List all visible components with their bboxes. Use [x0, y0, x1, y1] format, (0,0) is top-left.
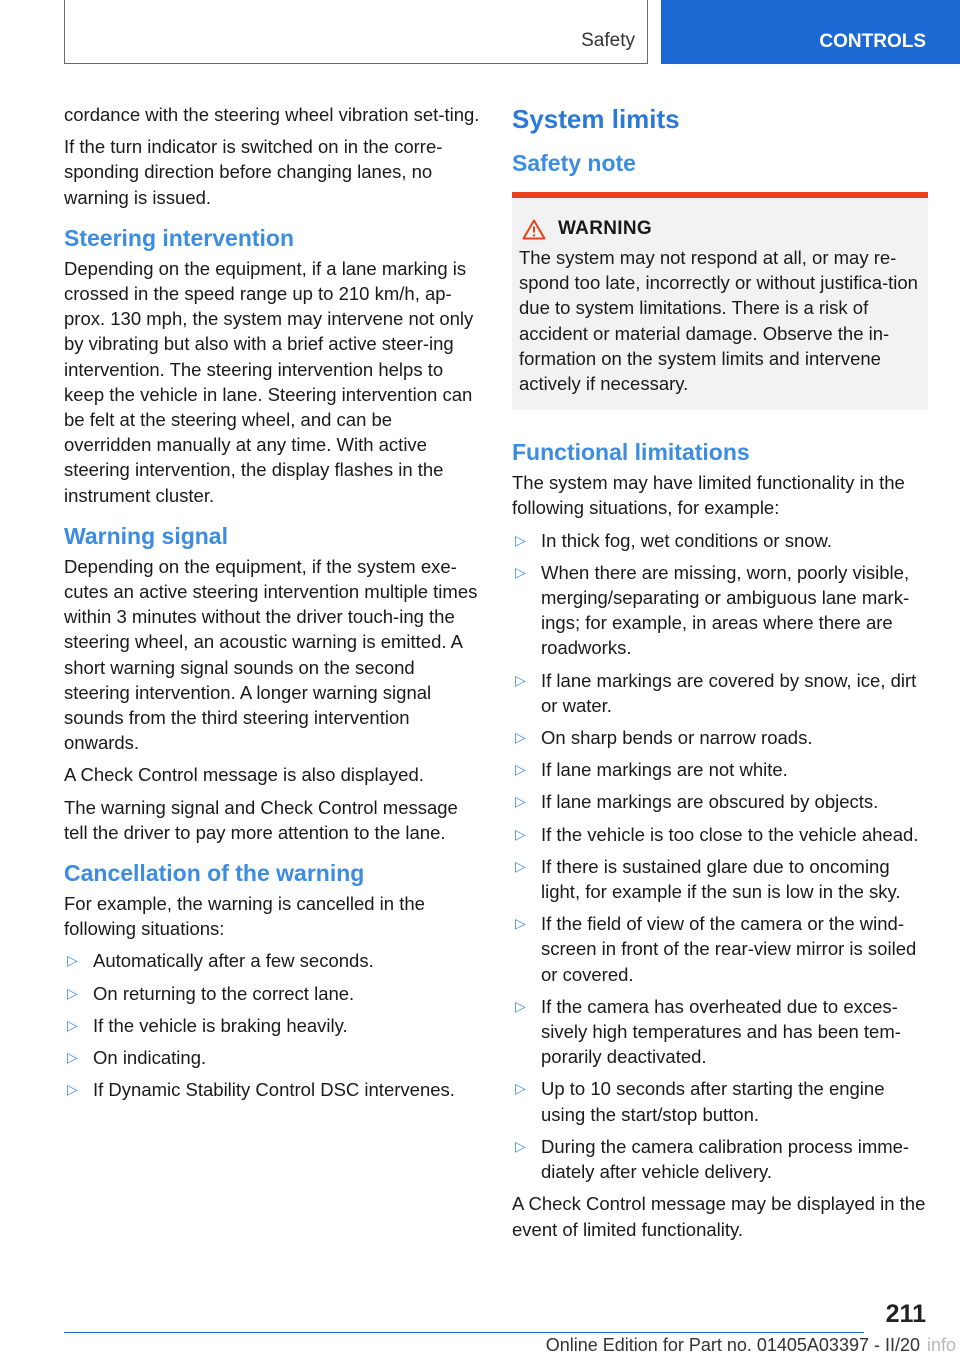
list-item: ▷ If there is sustained glare due to oncoming light, for example if the sun is low in the sky.	[515, 855, 901, 903]
triangle-bullet-icon: ▷	[515, 1137, 526, 1154]
list-item: ▷ If lane markings are covered by snow, ice, dirt or water.	[515, 669, 917, 716]
triangle-bullet-icon: ▷	[515, 563, 526, 580]
warning-box	[512, 192, 928, 410]
triangle-bullet-icon: ▷	[67, 984, 78, 1001]
triangle-bullet-icon: ▷	[515, 531, 526, 548]
warning-text: The system may not respond at all, or may re-spond too late, incorrectly or without justifica-tion due to system limitations. There is a risk of accident or material damage. Observe the in-formation on the system limits and intervene actively if necessary.	[519, 247, 918, 395]
list-item: ▷ In thick fog, wet conditions or snow.	[512, 528, 928, 553]
warning-signal-text-2: A Check Control message is also displayed.	[64, 764, 424, 786]
triangle-bullet-icon: ▷	[515, 793, 526, 810]
steering-intervention-text: Depending on the equipment, if a lane marking is crossed in the speed range up to 210 km/h, ap-prox. 130 mph, the system may intervene not only by vibrating but also with a brief active steer-ing intervention. The steering intervention helps to keep the vehicle in lane. Steering intervention can be felt at the steering wheel, and can be overridden manually at any time. With active steering intervention, the display flashes in the instrument cluster.	[64, 257, 474, 506]
triangle-bullet-icon: ▷	[67, 1016, 78, 1033]
list-item: ▷ If the vehicle is braking heavily.	[64, 1013, 482, 1038]
triangle-bullet-icon: ▷	[515, 857, 526, 874]
list-item: ▷ If the field of view of the camera or the wind-screen in front of the rear-view mirror is soiled or covered.	[515, 913, 917, 985]
cancellation-text: For example, the warning is cancelled in the following situations:	[64, 893, 425, 940]
steering-intervention-heading: Steering intervention	[64, 224, 295, 251]
safety-note-heading: Safety note	[512, 150, 636, 176]
cancellation-list	[64, 948, 482, 1102]
list-item: ▷ Up to 10 seconds after starting the engine using the start/stop button.	[515, 1078, 885, 1125]
list-item: ▷ On returning to the correct lane.	[64, 981, 482, 1006]
chapter-tab[interactable]: CONTROLS	[661, 0, 960, 64]
triangle-bullet-icon: ▷	[67, 1081, 78, 1098]
list-item: ▷ On indicating.	[64, 1045, 482, 1070]
left-column	[64, 102, 482, 1110]
list-item: ▷ If lane markings are obscured by objects.	[512, 789, 928, 814]
system-limits-title: System limits	[512, 104, 680, 134]
warning-title: WARNING	[558, 218, 652, 239]
limitations-list	[512, 528, 928, 1185]
warning-signal-text-3: The warning signal and Check Control message tell the driver to pay more attention to the lane.	[64, 796, 458, 843]
list-item: ▷ On sharp bends or narrow roads.	[512, 725, 928, 750]
warning-signal-text-1: Depending on the equipment, if the system exe-cutes an active steering intervention multiple times within 3 minutes without the driver touch-ing the steering wheel, an acoustic warning is emitted. A short warning signal sounds on the second steering intervention. A longer warning signal sounds from the third steering intervention onwards.	[64, 555, 478, 754]
list-item: ▷ Automatically after a few seconds.	[64, 948, 482, 973]
list-item: ▷ During the camera calibration process imme-diately after vehicle delivery.	[515, 1135, 910, 1183]
triangle-bullet-icon: ▷	[67, 952, 78, 969]
list-item: ▷ If the vehicle is too close to the vehicle ahead.	[512, 822, 928, 847]
triangle-bullet-icon: ▷	[515, 729, 526, 746]
triangle-bullet-icon: ▷	[67, 1049, 78, 1066]
page-number: 211	[885, 1300, 926, 1328]
triangle-bullet-icon: ▷	[515, 997, 526, 1014]
warning-signal-heading: Warning signal	[64, 522, 228, 549]
functional-limitations-text: The system may have limited functionality in the following situations, for example:	[512, 472, 905, 519]
intro-paragraph-2: If the turn indicator is switched on in the corre-sponding direction before changing lanes, no warning is issued.	[64, 136, 443, 208]
section-label: Safety	[581, 30, 635, 51]
functional-limitations-heading: Functional limitations	[512, 439, 750, 466]
intro-paragraph-1: cordance with the steering wheel vibration set-ting.	[64, 104, 480, 125]
triangle-bullet-icon: ▷	[515, 761, 526, 778]
footer-divider	[64, 1332, 864, 1333]
list-item: ▷ If lane markings are not white.	[512, 757, 928, 782]
closing-text: A Check Control message may be displayed in the event of limited functionality.	[512, 1193, 926, 1240]
warning-triangle-icon	[522, 219, 546, 240]
list-item: ▷ If Dynamic Stability Control DSC intervenes.	[64, 1077, 482, 1102]
triangle-bullet-icon: ▷	[515, 1080, 526, 1097]
warning-header	[519, 218, 920, 240]
header-section-box	[64, 0, 648, 64]
edition-text: Online Edition for Part no. 01405A03397 - II/20	[545, 1335, 920, 1355]
triangle-bullet-icon: ▷	[515, 671, 526, 688]
right-column	[512, 102, 928, 1249]
list-item: ▷ If the camera has overheated due to exces-sively high temperatures and has been tem-porarily deactivated.	[515, 995, 901, 1068]
watermark-text: info	[926, 1335, 956, 1355]
triangle-bullet-icon: ▷	[515, 915, 526, 932]
cancellation-heading: Cancellation of the warning	[64, 860, 365, 887]
list-item: ▷ When there are missing, worn, poorly visible, merging/separating or ambiguous lane mark-ings; for example, in areas where there are roadworks.	[515, 561, 910, 659]
triangle-bullet-icon: ▷	[515, 825, 526, 842]
